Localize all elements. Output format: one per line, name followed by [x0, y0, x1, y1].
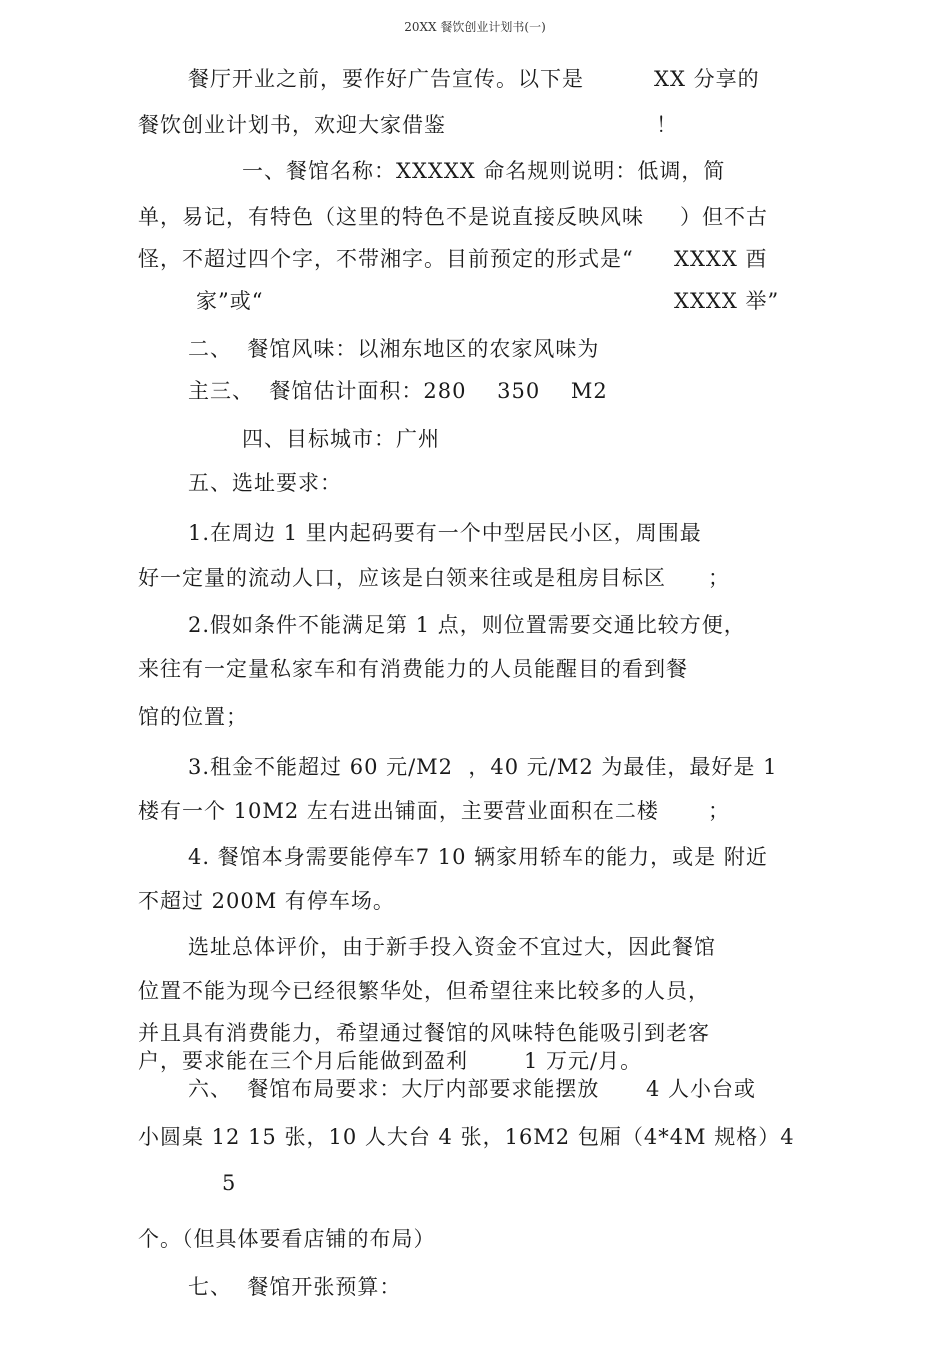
page-header: 20XX 餐饮创业计划书(一)	[404, 20, 546, 34]
s5-item-2-line-2: 来往有一定量私家车和有消费能力的人员能醒目的看到餐	[138, 657, 688, 681]
eval-line-4: 户，要求能在三个月后能做到盈利	[138, 1049, 468, 1073]
s5-item-1-line-1: 1.在周边 1 里内起码要有一个中型居民小区，周围最	[188, 521, 702, 545]
s5-item-2-line-3: 馆的位置；	[138, 705, 248, 729]
s6-line-3: 5	[222, 1171, 237, 1195]
s7-line: 七、 餐馆开张预算：	[188, 1275, 402, 1299]
s5-item-3-line-2: 楼有一个 10M2 左右进出铺面，主要营业面积在二楼	[138, 799, 659, 823]
s5-item-4-line-2: 不超过 200M 有停车场。	[138, 889, 395, 913]
s5-title: 五、选址要求：	[188, 471, 342, 495]
s6-line-2: 小圆桌 12 15 张，10 人大台 4 张，16M2 包厢（4*4M 规格）4	[138, 1125, 795, 1149]
s5-item-4-line-1: 4. 餐馆本身需要能停车7 10 辆家用轿车的能力，或是 附近	[188, 845, 768, 869]
s6-line-1b: 4 人小台或	[646, 1077, 757, 1101]
s1-line-2b: ）但不古	[680, 205, 768, 229]
s1-line-2: 单，易记，有特色（这里的特色不是说直接反映风味	[138, 205, 644, 229]
intro-line-2: 餐饮创业计划书，欢迎大家借鉴	[138, 113, 446, 137]
intro-line-1b: XX 分享的	[654, 67, 760, 91]
s1-line-3b: XXXX 酉	[674, 247, 768, 271]
eval-line-1: 选址总体评价，由于新手投入资金不宜过大，因此餐馆	[188, 935, 716, 959]
s6-line-1: 六、 餐馆布局要求：大厅内部要求能摆放	[188, 1077, 600, 1101]
s5-item-3-line-1: 3.租金不能超过 60 元/M2 ，40 元/M2 为最佳，最好是 1	[188, 755, 778, 779]
s5-item-1-semicolon: ；	[708, 566, 730, 590]
s5-item-2-line-1: 2.假如条件不能满足第 1 点，则位置需要交通比较方便，	[188, 613, 746, 637]
s1-line-3: 怪，不超过四个字，不带湘字。目前预定的形式是“	[138, 247, 634, 271]
s6-line-4: 个。（但具体要看店铺的布局）	[138, 1227, 436, 1251]
s1-line-4b: XXXX 举”	[674, 289, 780, 313]
s1-line-1: 一、餐馆名称：XXXXX 命名规则说明：低调，简	[242, 159, 726, 183]
intro-exclamation: ！	[656, 113, 678, 137]
s1-line-4: 家”或“	[196, 289, 264, 313]
s4-line: 四、目标城市：广州	[242, 427, 440, 451]
s5-item-3-semicolon: ；	[708, 799, 730, 823]
eval-line-4b: 1 万元/月。	[524, 1049, 643, 1073]
s3-line: 主三、 餐馆估计面积：280 350 M2	[188, 379, 608, 403]
s2-line: 二、 餐馆风味：以湘东地区的农家风味为	[188, 337, 600, 361]
eval-line-3: 并且具有消费能力，希望通过餐馆的风味特色能吸引到老客	[138, 1021, 710, 1045]
intro-line-1: 餐厅开业之前，要作好广告宣传。以下是	[188, 67, 584, 91]
eval-line-2: 位置不能为现今已经很繁华处，但希望往来比较多的人员，	[138, 979, 710, 1003]
s5-item-1-line-2: 好一定量的流动人口，应该是白领来往或是租房目标区	[138, 566, 666, 590]
